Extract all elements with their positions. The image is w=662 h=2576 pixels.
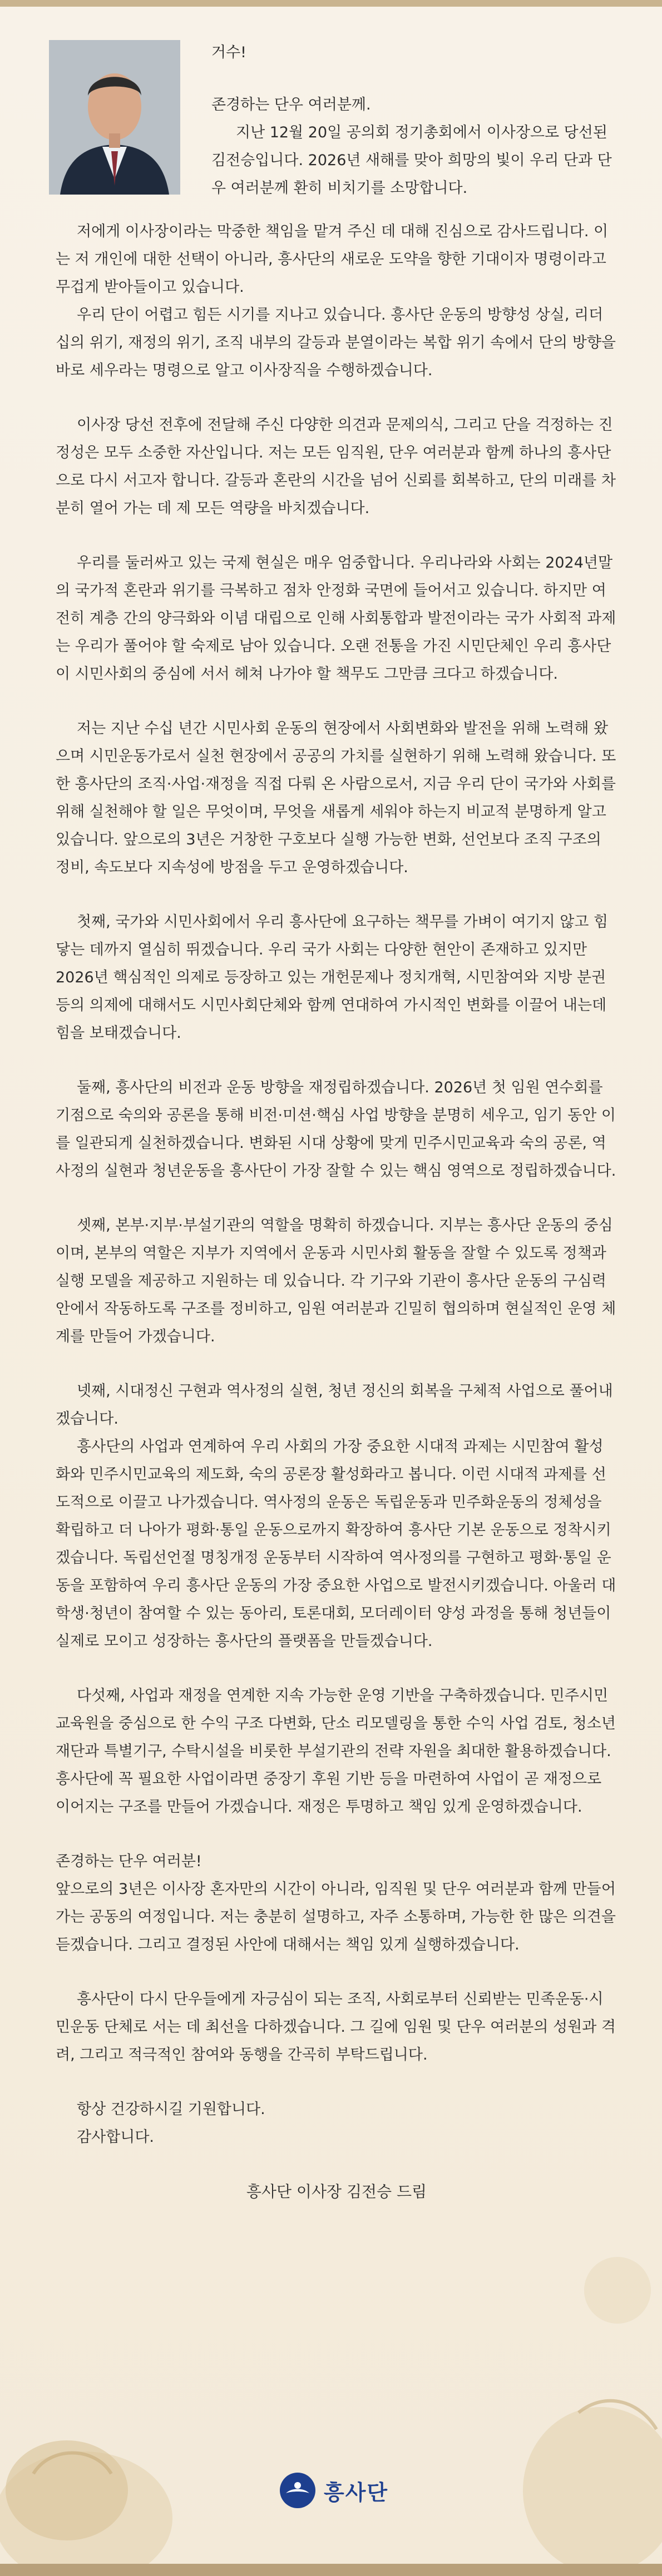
decorative-pouch-illustration (0, 2307, 200, 2576)
paragraph-text: 저에게 이사장이라는 막중한 책임을 맡겨 주신 데 대해 진심으로 감사드립니다. 이는 저 개인에 대한 선택이 아니라, 흥사단의 새로운 도약을 향한 기대이자 명령이라고 무겁게 받아들이고 있습니다. (56, 223, 609, 296)
chairman-portrait (49, 40, 180, 195)
paragraph-text: 우리를 둘러싸고 있는 국제 현실은 매우 엄중합니다. 우리나라와 사회는 2024년말의 국가적 혼란과 위기를 극복하고 점차 안정화 국면에 들어서고 있습니다. 하지만 여전히 계층 간의 양극화와 이념 대립으로 인해 사회통합과 발전이라는 국가 사회적 과제는 우리가 풀어야 할 숙제로 남아 있습니다. 오랜 전통을 가진 시민단체인 우리 흥사단이 시민사회의 중심에 서서 헤쳐 나가야 할 책무도 그만큼 크다고 하겠습니다. (56, 554, 616, 683)
paragraph-text: 항상 건강하시길 기원합니다. (77, 2101, 265, 2118)
greeting: 거수! (211, 44, 246, 61)
salutation: 존경하는 단우 여러분께. (211, 96, 371, 113)
bottom-border (0, 2564, 662, 2576)
portrait-illustration (49, 40, 180, 195)
letter-paragraph (56, 715, 617, 882)
logo-emblem-icon (278, 2471, 317, 2510)
paragraph-text: 흥사단의 사업과 연계하여 우리 사회의 가장 중요한 시대적 과제는 시민참여 활성화와 민주시민교육의 제도화, 숙의 공론장 활성화라고 봅니다. 이런 시대적 과제를 선도적으로 이끌고 나가겠습니다. 역사정의 운동은 독립운동과 민주화운동의 정체성을 확립하고 더 나아가 평화·통일 운동으로까지 확장하여 흥사단 기본 운동으로 정착시키겠습니다. 독립선언절 명칭개정 운동부터 시작하여 역사정의를 구현하고 평화·통일 운동을 포함하여 우리 흥사단 운동의 가장 중요한 사업으로 발전시키겠습니다. 아울러 대학생·청년이 참여할 수 있는 동아리, 토론대회, 모더레이터 양성 과정을 통해 청년들이 실제로 모이고 성장하는 흥사단의 플랫폼을 만들겠습니다. (56, 1438, 616, 1650)
paragraph-text: 저는 지난 수십 년간 시민사회 운동의 현장에서 사회변화와 발전을 위해 노력해 왔으며 시민운동가로서 실천 현장에서 공공의 가치를 실현하기 위해 노력해 왔습니다. 또한 흥사단의 조직·사업·재정을 직접 다뤄 온 사람으로서, 지금 우리 단이 국가와 사회를 위해 실천해야 할 일은 무엇이며, 무엇을 새롭게 세워야 하는지 비교적 분명하게 알고 있습니다. 앞으로의 3년은 거창한 구호보다 실행 가능한 변화, 선언보다 조직 구조의 정비, 속도보다 지속성에 방점을 두고 운영하겠습니다. (56, 720, 616, 876)
paragraph-list (56, 218, 617, 2151)
paragraph-text: 감사합니다. (77, 2129, 154, 2146)
paragraph-text: 다섯째, 사업과 재정을 연계한 지속 가능한 운영 기반을 구축하겠습니다. 민주시민교육원을 중심으로 한 수익 구조 다변화, 단소 리모델링을 통한 수익 사업 검토, 청소년재단과 특별기구, 수탁시설을 비롯한 부설기관의 전략 자원을 최대한 활용하겠습니다. 흥사단에 꼭 필요한 사업이라면 중장기 후원 기반 등을 마련하여 사업이 곧 재정으로 이어지는 구조를 만들어 가겠습니다. 재정은 투명하고 책임 있게 운영하겠습니다. (56, 1687, 616, 1816)
letter-paragraph (56, 218, 617, 385)
letter-paragraph (56, 1212, 617, 1351)
logo-text: 흥사단 (324, 2480, 389, 2505)
signature: 흥사단 이사장 김전승 드림 (246, 2182, 427, 2201)
letter-body (56, 218, 617, 2206)
letter-paragraph (56, 908, 617, 1047)
letter-paragraph (56, 1074, 617, 1185)
letter-intro (211, 39, 623, 202)
letter-paragraph (56, 1377, 617, 1655)
letter-paragraph (56, 411, 617, 523)
paragraph-text: 이사장 당선 전후에 전달해 주신 다양한 의견과 문제의식, 그리고 단을 걱정하는 진정성은 모두 소중한 자산입니다. 저는 모든 임직원, 단우 여러분과 함께 하나의 흥사단으로 다시 서고자 합니다. 갈등과 혼란의 시간을 넘어 신뢰를 회복하고, 단의 미래를 차분히 열어 가는 데 제 모든 역량을 바치겠습니다. (56, 416, 616, 517)
letter-paragraph (56, 549, 617, 688)
paragraph-text: 둘째, 흥사단의 비전과 운동 방향을 재정립하겠습니다. 2026년 첫 임원 연수회를 기점으로 숙의와 공론을 통해 비전·미션·핵심 사업 방향을 분명히 세우고, 임기 동안 이를 일관되게 실천하겠습니다. 변화된 시대 상황에 맞게 민주시민교육과 숙의 공론, 역사정의 실현과 청년운동을 흥사단이 가장 잘할 수 있는 핵심 영역으로 정립하겠습니다. (56, 1079, 616, 1180)
organization-logo (278, 2468, 389, 2513)
letter-paragraph (56, 1848, 617, 1959)
letter-paragraph (56, 1986, 617, 2069)
decorative-ornament-illustration (478, 2179, 662, 2576)
paragraph-text: 흥사단이 다시 단우들에게 자긍심이 되는 조직, 사회로부터 신뢰받는 민족운동·시민운동 단체로 서는 데 최선을 다하겠습니다. 그 길에 임원 및 단우 여러분의 성원과 격려, 그리고 적극적인 참여와 동행을 간곡히 부탁드립니다. (56, 1991, 616, 2063)
paragraph-text: 넷째, 시대정신 구현과 역사정의 실현, 청년 정신의 회복을 구체적 사업으로 풀어내겠습니다. (56, 1383, 613, 1428)
paragraph-text: 셋째, 본부·지부·부설기관의 역할을 명확히 하겠습니다. 지부는 흥사단 운동의 중심이며, 본부의 역할은 지부가 지역에서 운동과 시민사회 활동을 잘할 수 있도록 정책과 실행 모델을 제공하고 지원하는 데 있습니다. 각 기구와 기관이 흥사단 운동의 구심력 안에서 작동하도록 구조를 정비하고, 임원 여러분과 긴밀히 협의하며 현실적인 운영 체계를 만들어 가겠습니다. (56, 1217, 616, 1345)
letter-paragraph (56, 1682, 617, 1821)
paragraph-text: 존경하는 단우 여러분! (56, 1853, 202, 1870)
opening-paragraph: 지난 12월 20일 공의회 정기총회에서 이사장으로 당선된 김전승입니다. 2026년 새해를 맞아 희망의 빛이 우리 단과 단우 여러분께 환히 비치기를 소망합니다. (211, 124, 612, 197)
paragraph-text: 앞으로의 3년은 이사장 혼자만의 시간이 아니라, 임직원 및 단우 여러분과 함께 만들어 가는 공동의 여정입니다. 저는 충분히 설명하고, 자주 소통하며, 가능한 한 많은 의견을 듣겠습니다. 그리고 결정된 사안에 대해서는 책임 있게 실행하겠습니다. (56, 1881, 616, 1953)
paragraph-text: 우리 단이 어렵고 힘든 시기를 지나고 있습니다. 흥사단 운동의 방향성 상실, 리더십의 위기, 재정의 위기, 조직 내부의 갈등과 분열이라는 복합 위기 속에서 단의 방향을 바로 세우라는 명령으로 알고 이사장직을 수행하겠습니다. (56, 306, 616, 379)
paragraph-text: 첫째, 국가와 시민사회에서 우리 흥사단에 요구하는 책무를 가벼이 여기지 않고 힘닿는 데까지 열심히 뛰겠습니다. 우리 국가 사회는 다양한 현안이 존재하고 있지만 2026년 핵심적인 의제로 등장하고 있는 개헌문제나 정치개혁, 시민참여와 지방 분권 등의 의제에 대해서도 시민사회단체와 함께 연대하여 가시적인 변화를 이끌어 내는데 힘을 보태겠습니다. (56, 913, 609, 1042)
letter-paragraph (56, 2096, 617, 2151)
top-border (0, 0, 662, 7)
